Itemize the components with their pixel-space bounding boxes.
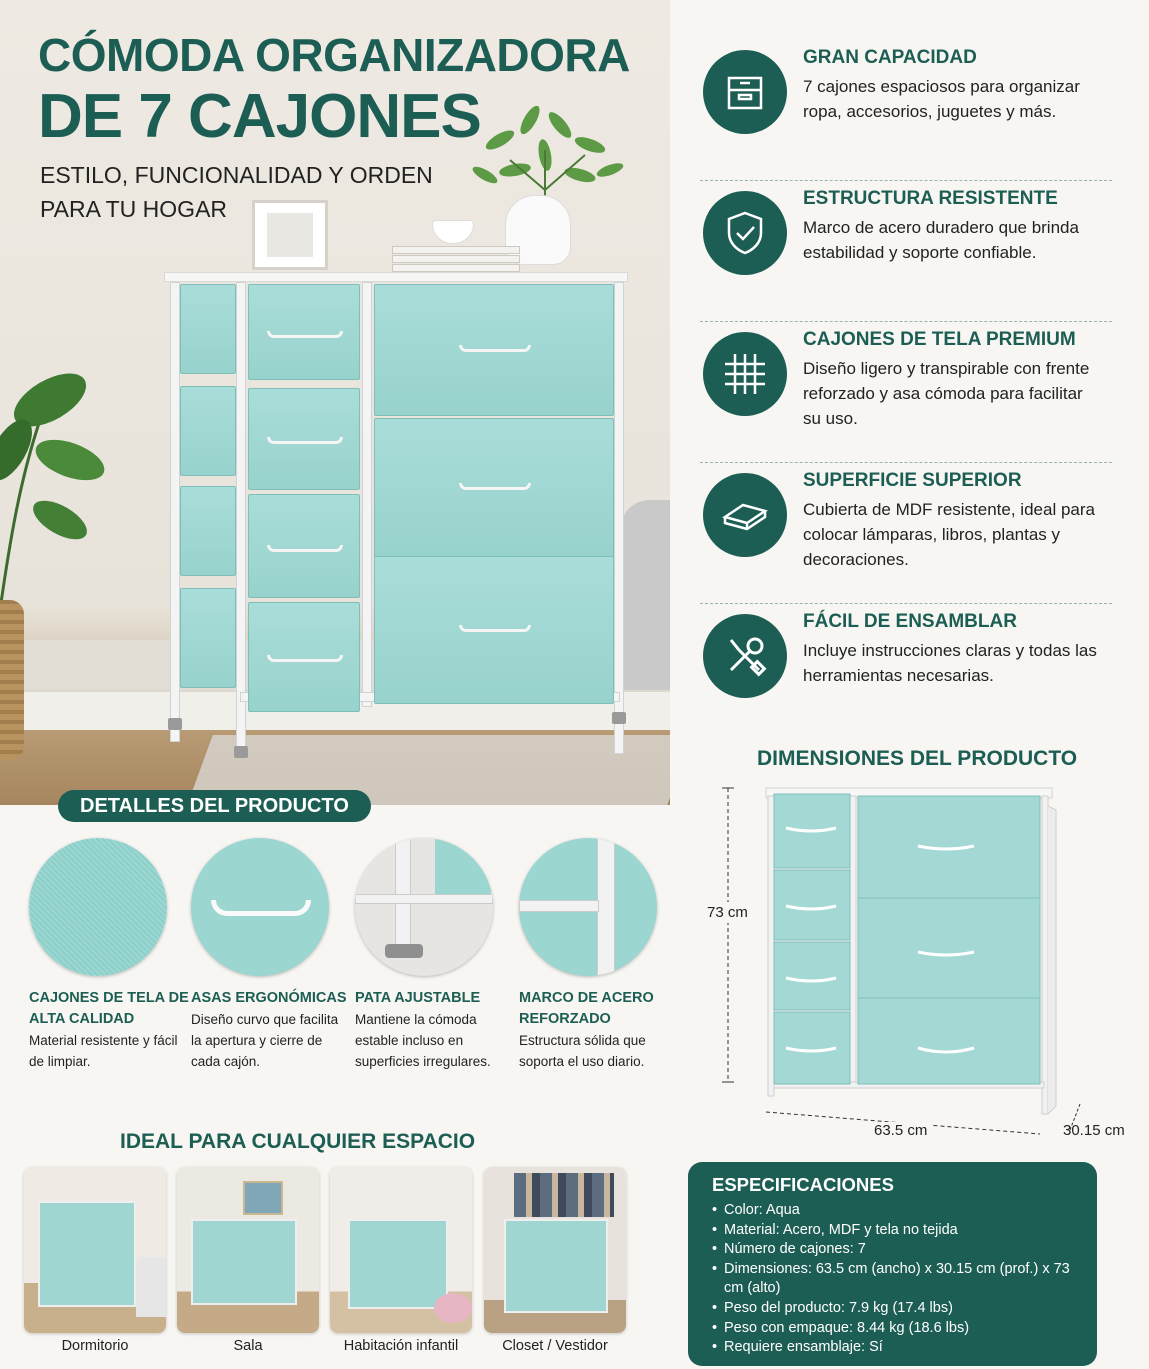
books-stack [392, 246, 520, 272]
tools-icon [721, 632, 769, 680]
fabric-closeup [29, 838, 167, 976]
feature-desc: Diseño ligero y transpirable con frente reforzado y asa cómoda para facilitar su uso. [803, 359, 1090, 428]
dresser-drawer-large [374, 556, 614, 704]
dresser-drawer-small [248, 602, 360, 712]
dimension-diagram [764, 786, 1064, 1116]
specs-list [712, 1201, 1073, 1358]
dresser-post [614, 282, 624, 754]
detail-desc: Estructura sólida que soporta el uso diario. [519, 1033, 646, 1069]
room-item [330, 1167, 472, 1354]
left-plant-icon [0, 360, 110, 620]
feature-item [700, 40, 1112, 181]
feature-desc: Marco de acero duradero que brinda estabilidad y soporte confiable. [803, 218, 1079, 262]
feature-desc: Incluye instrucciones claras y todas las herramientas necesarias. [803, 641, 1097, 685]
adjustable-foot-closeup [355, 838, 493, 976]
feature-title: SUPERFICIE SUPERIOR [803, 470, 1022, 491]
dresser-foot [168, 718, 182, 730]
room-label: Dormitorio [61, 1338, 129, 1354]
detail-item [191, 838, 351, 1072]
title-line-1: CÓMODA ORGANIZADORA [38, 29, 630, 81]
spec-item: • Material: Acero, MDF y tela no tejida [712, 1221, 1073, 1241]
dresser-foot [234, 746, 248, 758]
room-label: Closet / Vestidor [502, 1338, 608, 1354]
handle-closeup [191, 838, 329, 976]
spec-item: • Número de cajones: 7 [712, 1240, 1073, 1260]
detail-desc: Material resistente y fácil de limpiar. [29, 1033, 178, 1069]
drawer-icon [721, 68, 769, 116]
width-label: 63.5 cm [870, 1122, 931, 1139]
page-title [38, 29, 630, 151]
room-photo-living [177, 1167, 319, 1333]
dresser-drawer-side [180, 386, 236, 476]
dresser-drawer-side [180, 588, 236, 688]
detail-item [29, 838, 189, 1072]
details-heading: DETALLES DEL PRODUCTO [58, 790, 371, 822]
dresser-post [362, 282, 372, 707]
room-label: Habitación infantil [343, 1338, 459, 1354]
height-measure-line [718, 786, 748, 1086]
room-label: Sala [233, 1338, 263, 1354]
depth-label: 30.15 cm [1063, 1122, 1125, 1139]
spec-item: • Peso del producto: 7.9 kg (17.4 lbs) [712, 1299, 1073, 1319]
room-photo-closet [484, 1167, 626, 1333]
detail-title: PATA AJUSTABLE [355, 990, 481, 1006]
dresser-drawer-large [374, 284, 614, 416]
hero-photo [0, 0, 670, 805]
dresser-drawer-small [248, 494, 360, 598]
dresser-drawer-large [374, 418, 614, 558]
fabric-weave-icon [721, 350, 769, 398]
room-item [484, 1167, 626, 1354]
room-item [177, 1167, 319, 1354]
feature-title: ESTRUCTURA RESISTENTE [803, 188, 1058, 209]
spec-item: • Requiere ensamblaje: Sí [712, 1338, 1073, 1358]
rooms-heading: IDEAL PARA CUALQUIER ESPACIO [120, 1130, 476, 1153]
detail-desc: Diseño curvo que facilita la apertura y cierre de cada cajón. [191, 1012, 339, 1069]
spec-item: • Color: Aqua [712, 1201, 1073, 1221]
hero-subtitle: ESTILO, FUNCIONALIDAD Y ORDEN PARA TU HOGAR [40, 162, 433, 222]
detail-title: CAJONES DE TELA DE ALTA CALIDAD [29, 990, 189, 1027]
dresser-post [236, 282, 246, 754]
dresser-photo [168, 272, 628, 752]
dimensions-heading: DIMENSIONES DEL PRODUCTO [757, 747, 1078, 770]
specs-card [688, 1162, 1097, 1366]
dresser-drawer-side [180, 486, 236, 576]
shield-check-icon [721, 209, 769, 257]
dresser-top [164, 272, 628, 282]
detail-item [355, 838, 515, 1072]
dresser-drawer-small [248, 388, 360, 490]
room-photo-bedroom [24, 1167, 166, 1333]
specs-heading: ESPECIFICACIONES [712, 1174, 894, 1195]
feature-item [700, 181, 1112, 322]
steel-frame-closeup [519, 838, 657, 976]
room-photo-kids [330, 1167, 472, 1333]
spec-item: • Peso con empaque: 8.44 kg (18.6 lbs) [712, 1319, 1073, 1339]
feature-title: FÁCIL DE ENSAMBLAR [803, 611, 1017, 632]
dresser-foot [612, 712, 626, 724]
feature-desc: 7 cajones espaciosos para organizar ropa, accesorios, juguetes y más. [803, 77, 1080, 121]
title-line-2: DE 7 CAJONES [38, 82, 481, 151]
dresser-post [170, 282, 180, 742]
feature-item [700, 322, 1112, 463]
feature-item [700, 463, 1112, 604]
room-item [24, 1167, 166, 1354]
feature-list [700, 40, 1112, 745]
dresser-drawer-side [180, 284, 236, 374]
detail-item [519, 838, 679, 1072]
dresser-drawer-small [248, 284, 360, 380]
board-surface-icon [721, 491, 769, 539]
detail-title: MARCO DE ACERO REFORZADO [519, 990, 654, 1027]
feature-desc: Cubierta de MDF resistente, ideal para colocar lámparas, libros, plantas y decoraciones. [803, 500, 1095, 569]
detail-title: ASAS ERGONÓMICAS [191, 990, 347, 1006]
spec-item: • Dimensiones: 63.5 cm (ancho) x 30.15 cm (prof.) x 73 cm (alto) [712, 1260, 1073, 1299]
height-label: 73 cm [707, 904, 748, 921]
detail-desc: Mantiene la cómoda estable incluso en superficies irregulares. [355, 1012, 491, 1069]
feature-item [700, 604, 1112, 745]
feature-title: CAJONES DE TELA PREMIUM [803, 329, 1076, 350]
feature-title: GRAN CAPACIDAD [803, 47, 977, 68]
basket [0, 600, 24, 760]
